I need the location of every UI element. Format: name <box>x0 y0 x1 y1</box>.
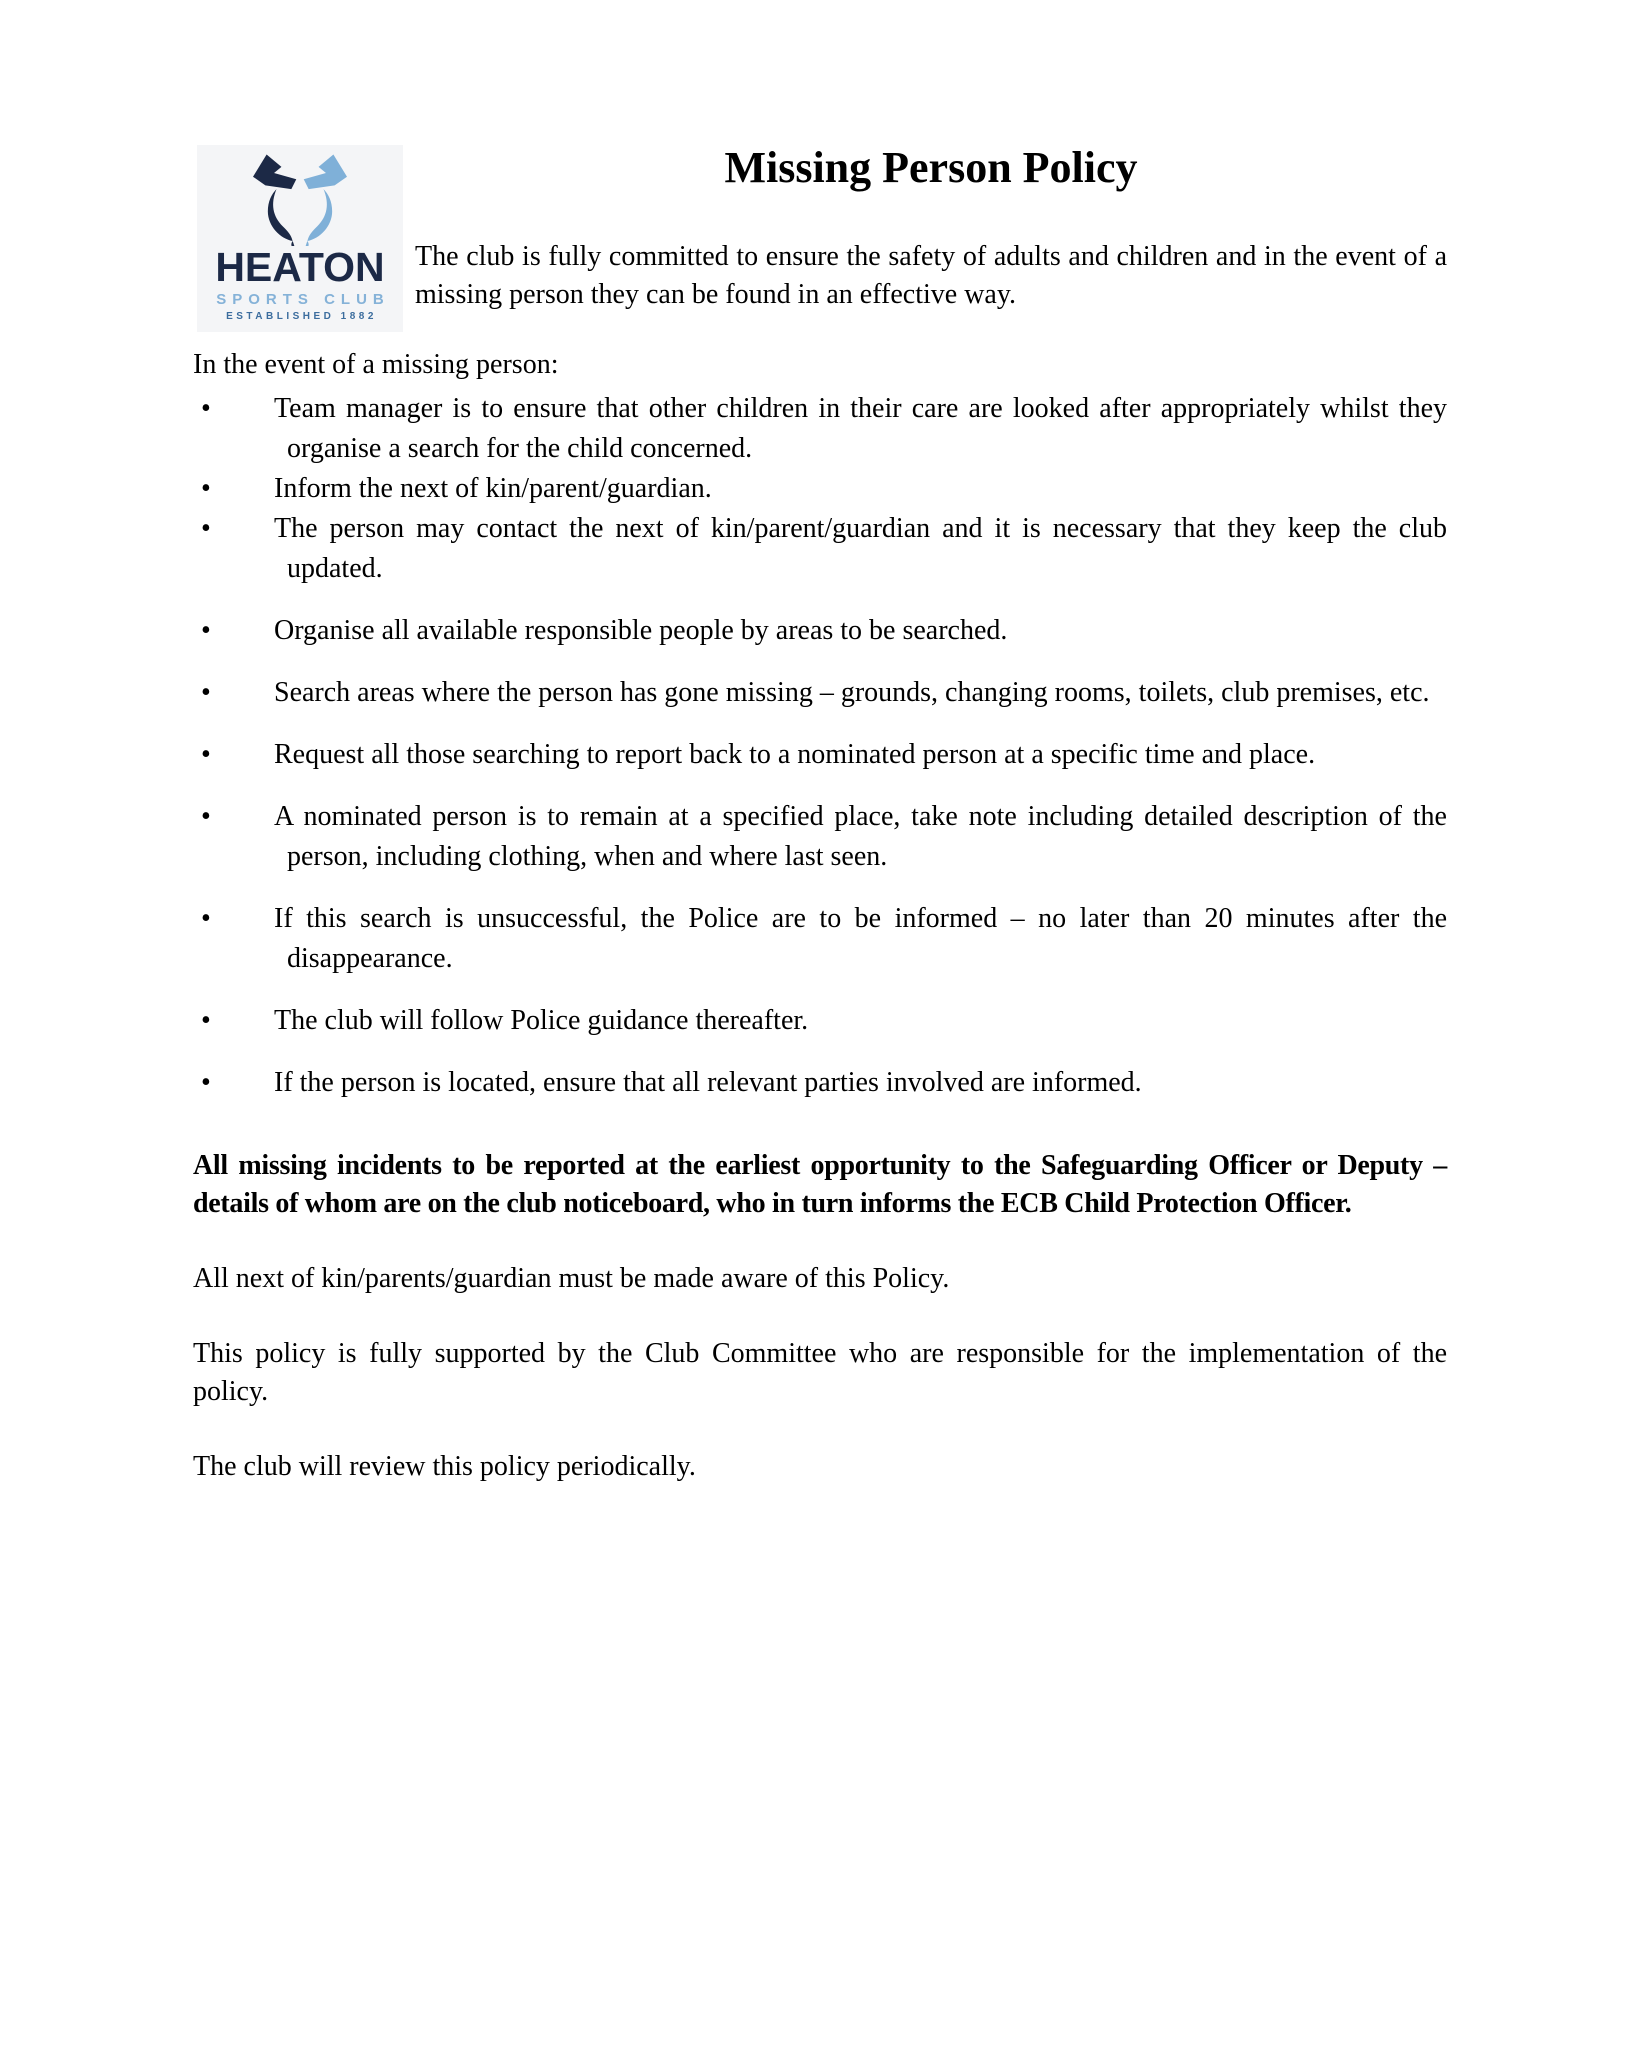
logo-subtitle: SPORTS CLUB <box>216 291 390 308</box>
bullet-item: • The club will follow Police guidance thereafter. <box>287 1001 1447 1041</box>
bullet-item: • Request all those searching to report back to a nominated person at a specific time and place. <box>287 735 1447 775</box>
club-logo <box>197 145 403 332</box>
logo-established: ESTABLISHED 1882 <box>226 311 377 322</box>
page-title: Missing Person Policy <box>724 143 1138 192</box>
bullet-item: • The person may contact the next of kin/parent/guardian and it is necessary that they keep the club updated. <box>287 509 1447 589</box>
bullet-list <box>193 389 1447 1103</box>
logo-club-name: HEATON <box>215 244 385 290</box>
bullet-item: • Team manager is to ensure that other children in their care are looked after appropriately whilst they organise a search for the child concerned. <box>287 389 1447 469</box>
document-page <box>193 0 1447 1486</box>
bullet-item: • Organise all available responsible people by areas to be searched. <box>287 611 1447 651</box>
bull-icon <box>225 152 375 246</box>
bold-notice-paragraph: All missing incidents to be reported at the earliest opportunity to the Safeguarding Officer or Deputy – details of whom are on the club noticeboard, who in turn informs the ECB Child Protection Officer. <box>193 1150 1447 1219</box>
paragraph-next-of-kin: All next of kin/parents/guardian must be made aware of this Policy. <box>193 1263 950 1294</box>
list-heading: In the event of a missing person: <box>193 349 559 380</box>
paragraph-committee: This policy is fully supported by the Club Committee who are responsible for the implementation of the policy. <box>193 1338 1447 1407</box>
bullet-item: • Inform the next of kin/parent/guardian. <box>287 469 1447 509</box>
bullet-item: • A nominated person is to remain at a specified place, take note including detailed description of the person, including clothing, when and where last seen. <box>287 797 1447 877</box>
intro-paragraph: The club is fully committed to ensure the safety of adults and children and in the event of a missing person they can be found in an effective way. <box>415 241 1447 310</box>
bullet-item: • If the person is located, ensure that all relevant parties involved are informed. <box>287 1063 1447 1103</box>
bullet-item: • If this search is unsuccessful, the Police are to be informed – no later than 20 minutes after the disappearance. <box>287 899 1447 979</box>
paragraph-review: The club will review this policy periodically. <box>193 1451 696 1482</box>
bullet-item: • Search areas where the person has gone missing – grounds, changing rooms, toilets, club premises, etc. <box>287 673 1447 713</box>
